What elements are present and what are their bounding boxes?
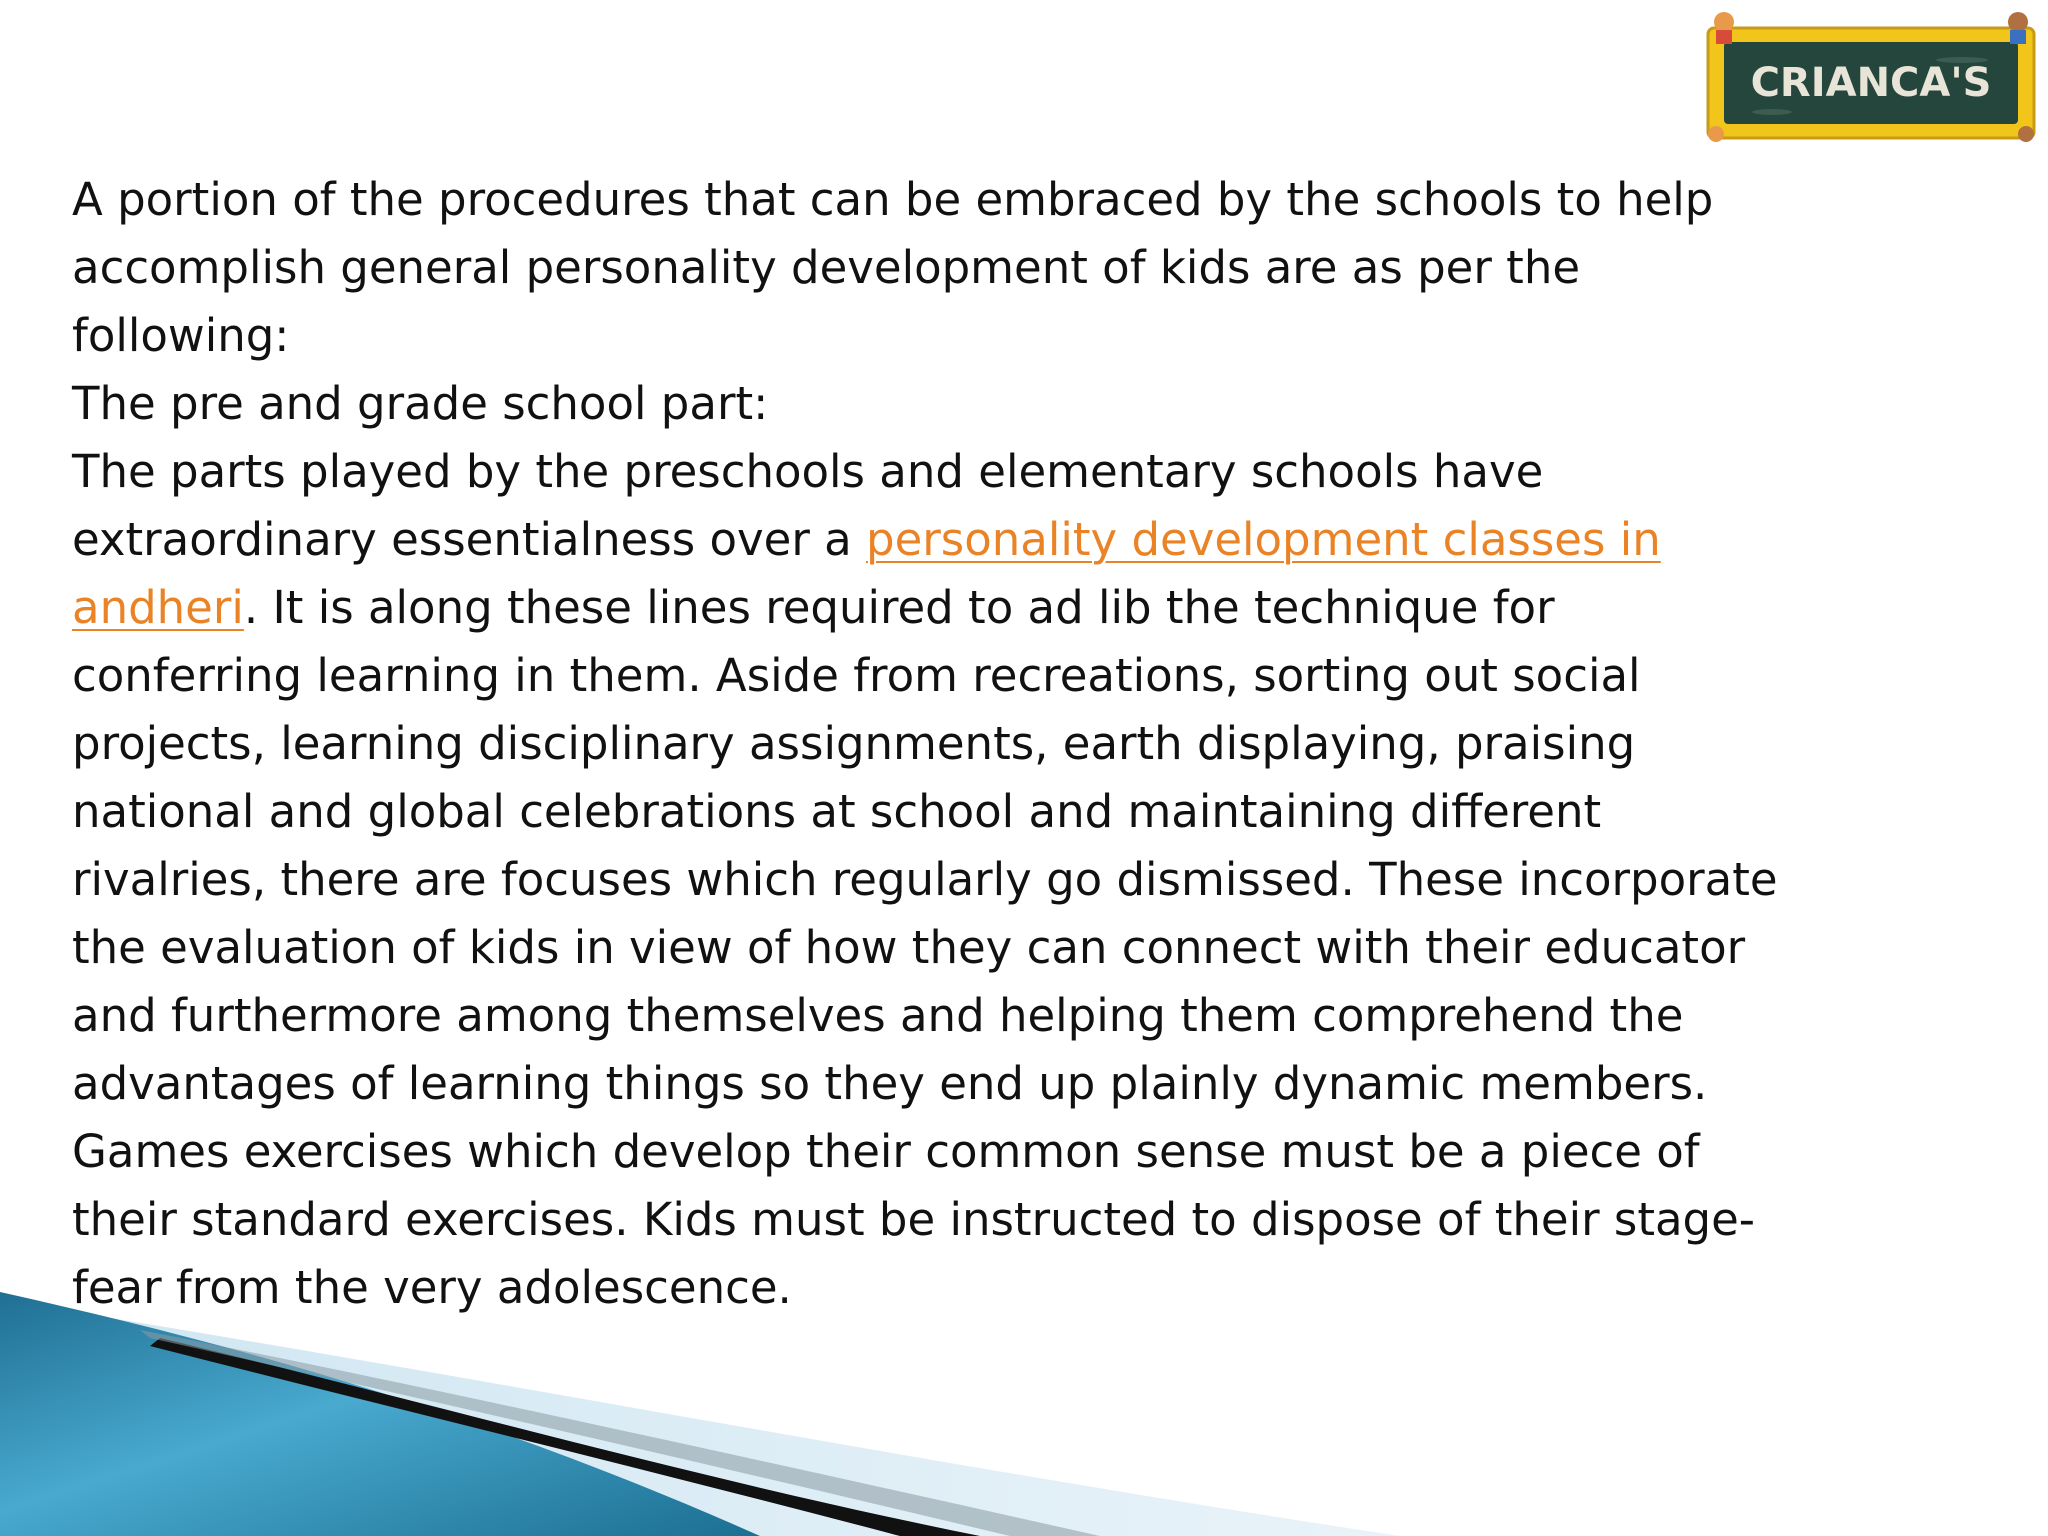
slide-body — [72, 166, 1792, 1322]
paragraph-text-after-link: . It is along these lines required to ad lib the technique for conferring learning in them. Aside from recreations, sorting out social projects, learning disciplinary assignments, earth displaying, praising national and global celebrations at school and maintaining different rivalries, there are focuses which regularly go dismissed. These incorporate the evaluation of kids in view of how they can connect with their educator and furthermore among themselves and helping them comprehend the advantages of learning things so they end up plainly dynamic members. Games exercises which develop their common sense must be a piece of their standard exercises. Kids must be instructed to dispose of their stage-fear from the very adolescence. — [72, 581, 1778, 1314]
main-paragraph — [72, 438, 1792, 1322]
crianca-logo — [1702, 4, 2040, 150]
section-heading: The pre and grade school part: — [72, 377, 769, 430]
paragraph-text-before-link: The parts played by the preschools and elementary schools have extraordinary essentialness over a — [72, 445, 1544, 566]
logo-text: CRIANCA'S — [1750, 60, 1992, 106]
personality-development-link[interactable]: personality development classes in andheri — [72, 513, 1661, 634]
intro-paragraph: A portion of the procedures that can be embraced by the schools to help accomplish general personality development of kids are as per the following: — [72, 173, 1714, 362]
